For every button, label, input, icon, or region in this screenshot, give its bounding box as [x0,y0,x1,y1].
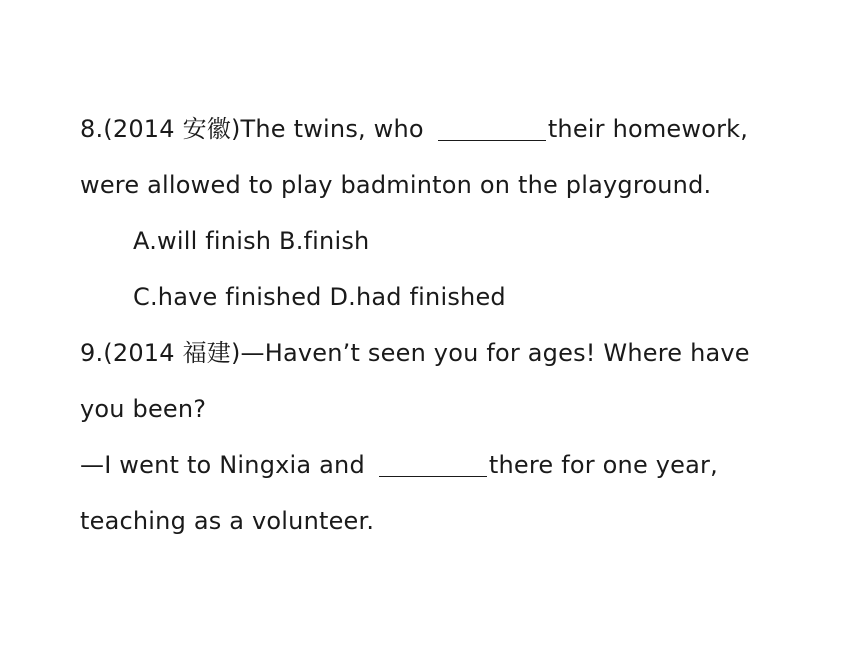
q8-stem-prefix: 8.(2014 安徽)The twins, who [80,115,424,143]
q9-stem-line-4: teaching as a volunteer. [80,507,375,535]
q9-stem-line-3 [80,450,718,480]
q9-stem-suffix: there for one year, [488,451,718,479]
q9-answer-blank [379,475,487,477]
q8-stem-suffix: their homework, [547,115,749,143]
q9-stem-line-1: 9.(2014 福建)—Haven’t seen you for ages! Where have [80,339,750,367]
q8-stem-line-1 [80,114,748,144]
q8-options-ab: A.will finish B.finish [133,227,370,255]
q9-stem-line-2: you been? [80,395,207,423]
q9-stem-prefix: —I went to Ningxia and [80,451,365,479]
q8-answer-blank [438,139,546,141]
q8-options-cd: C.have finished D.had finished [133,283,506,311]
q8-stem-line-2: were allowed to play badminton on the playground. [80,171,712,199]
